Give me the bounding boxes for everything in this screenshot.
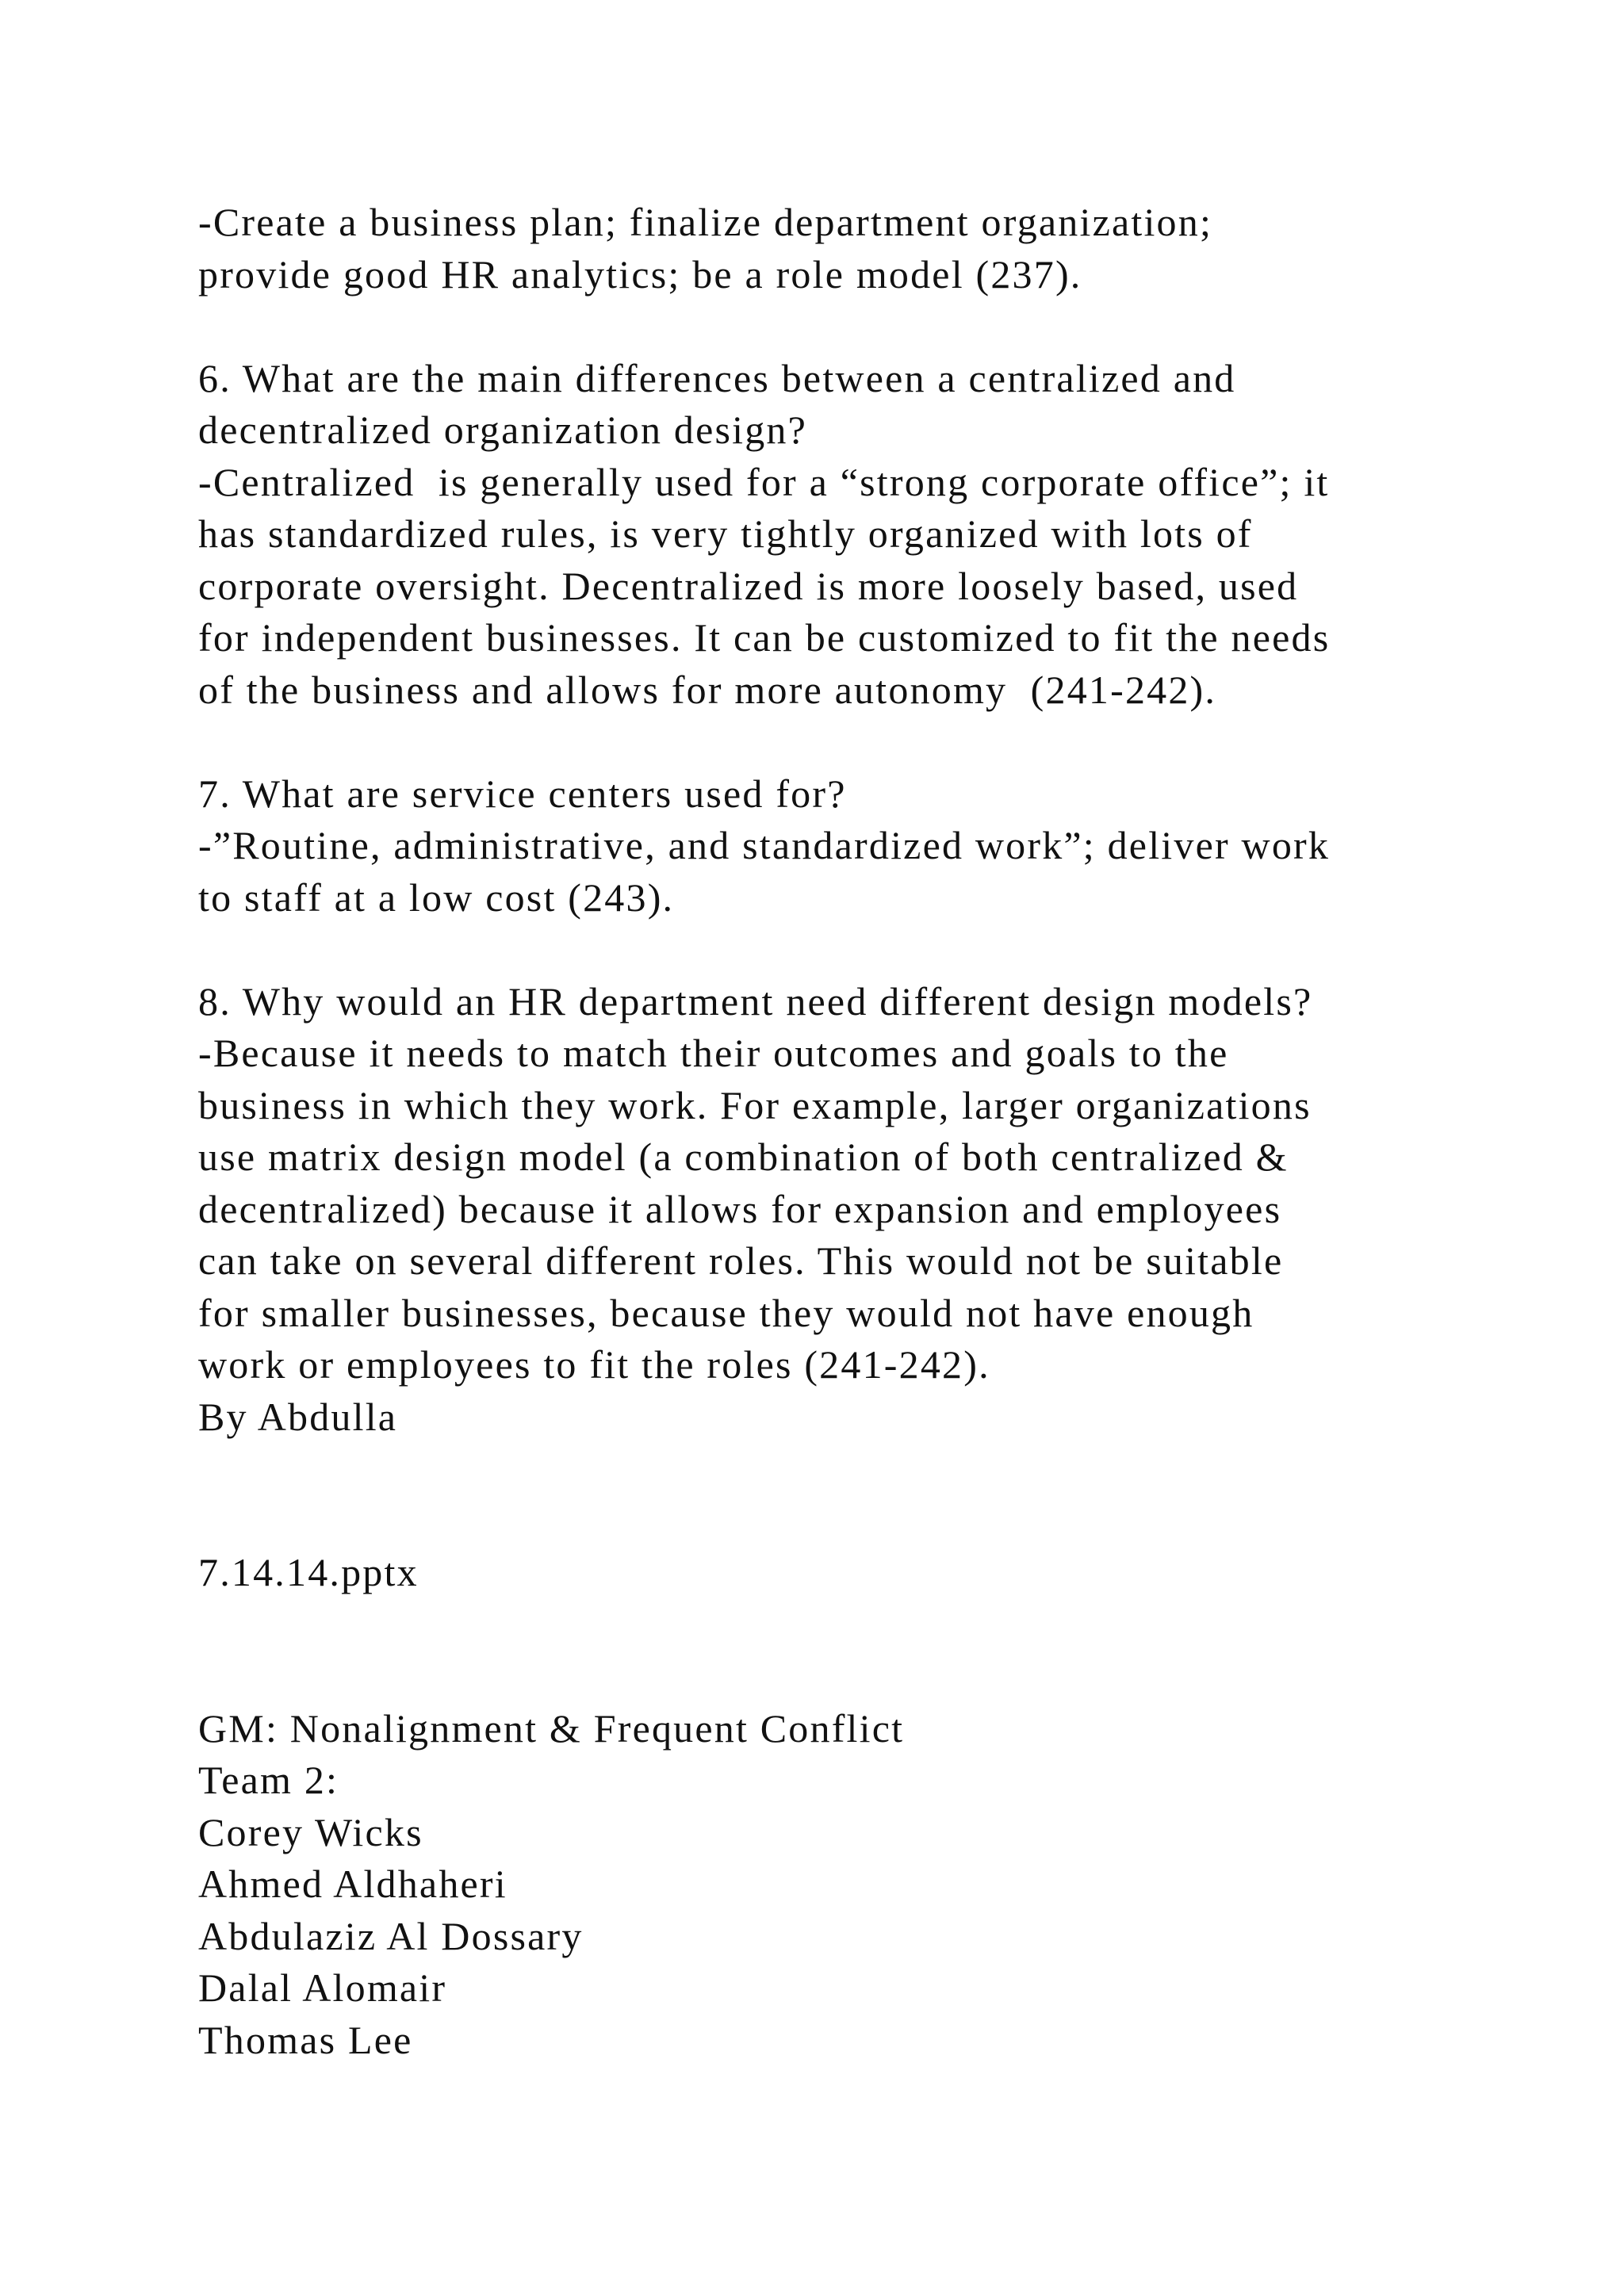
text-line: use matrix design model (a combination of both centralized & (198, 1135, 1289, 1179)
text-line: for independent businesses. It can be customized to fit the needs (198, 615, 1331, 660)
author-line: By Abdulla (198, 1394, 398, 1439)
blank-line (198, 1599, 1499, 1651)
blank-line (198, 1495, 1499, 1548)
text-line: can take on several different roles. This would not be suitable (198, 1238, 1284, 1283)
section-title: GM: Nonalignment & Frequent Conflict (198, 1705, 905, 1751)
team-member: Ahmed Aldhaheri (198, 1862, 508, 1906)
text-line: to staff at a low cost (243). (198, 874, 675, 920)
answer-7: -”Routine, administrative, and standardized work”; deliver work (198, 823, 1331, 867)
text-line: for smaller businesses, because they would not have enough (198, 1290, 1254, 1335)
blank-line (198, 716, 1499, 768)
blank-line (198, 1443, 1499, 1495)
document-body (198, 197, 1499, 2066)
text-line: decentralized) because it allows for expansion and employees (198, 1186, 1282, 1231)
text-line: decentralized organization design? (198, 408, 808, 452)
text-line: provide good HR analytics; be a role model (237). (198, 251, 1082, 297)
team-member: Thomas Lee (198, 2017, 413, 2062)
blank-line (198, 924, 1499, 976)
text-line: -Create a business plan; finalize department organization; (198, 200, 1213, 244)
answer-6: -Centralized is generally used for a “strong corporate office”; it (198, 459, 1330, 504)
answer-8: -Because it needs to match their outcomes and goals to the (198, 1031, 1229, 1075)
question-7: 7. What are service centers used for? (198, 771, 847, 816)
team-label: Team 2: (198, 1758, 339, 1802)
text-line: work or employees to fit the roles (241-242). (198, 1342, 990, 1387)
filename-line: 7.14.14.pptx (198, 1550, 419, 1594)
team-member: Corey Wicks (198, 1809, 423, 1854)
blank-line (198, 1651, 1499, 1703)
blank-line (198, 300, 1499, 353)
team-member: Dalal Alomair (198, 1965, 447, 2010)
text-line: has standardized rules, is very tightly organized with lots of (198, 511, 1253, 556)
text-line: of the business and allows for more autonomy (241-242). (198, 667, 1217, 712)
text-line: business in which they work. For example, larger organizations (198, 1082, 1312, 1127)
text-line: corporate oversight. Decentralized is more loosely based, used (198, 563, 1299, 608)
question-8: 8. Why would an HR department need different design models? (198, 978, 1313, 1024)
team-member: Abdulaziz Al Dossary (198, 1913, 584, 1958)
question-6: 6. What are the main differences between a centralized and (198, 355, 1236, 400)
